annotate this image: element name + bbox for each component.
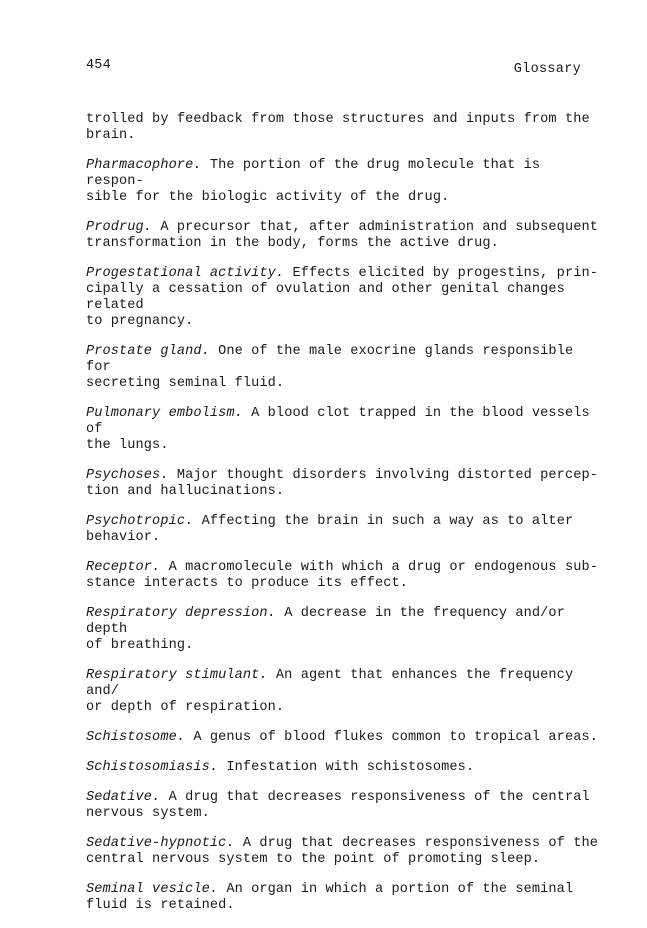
glossary-entry-schistosomiasis (86, 760, 598, 776)
glossary-term: Respiratory depression. (86, 606, 276, 621)
running-head: Glossary (513, 62, 581, 77)
glossary-entry-prodrug (86, 220, 598, 252)
glossary-entry-pharmacophore (86, 158, 598, 206)
glossary-entry-psychoses (86, 468, 598, 500)
glossary-definition: A drug that decreases responsiveness of the central nervous system. (86, 790, 590, 821)
glossary-term: Sedative. (86, 790, 161, 805)
glossary-definition: Infestation with schistosomes. (218, 760, 475, 775)
glossary-term: Seminal vesicle. (86, 882, 219, 897)
glossary-term: Psychoses. (86, 468, 169, 483)
glossary-term: Pharmacophore. (86, 158, 202, 173)
glossary-definition: A precursor that, after administration and subsequent transformation in the body, forms the active drug. (86, 220, 598, 251)
glossary-term: Psychotropic. (86, 514, 194, 529)
glossary-term: Prodrug. (86, 220, 153, 235)
glossary-term: Schistosomiasis. (86, 760, 219, 775)
glossary-term: Receptor. (86, 560, 161, 575)
glossary-entry-respiratory-depression (86, 606, 598, 654)
glossary-term: Progestational activity. (86, 266, 285, 281)
glossary-term: Sedative-hypnotic. (86, 836, 235, 851)
glossary-definition: An agent that enhances the frequency and/ or depth of respiration. (86, 668, 574, 715)
glossary-entry-progestational-activity (86, 266, 598, 330)
glossary-term: Pulmonary embolism. (86, 406, 243, 421)
glossary-entry-schistosome (86, 730, 598, 746)
glossary-entry-seminal-vesicle (86, 882, 598, 914)
glossary-definition: One of the male exocrine glands responsible for secreting seminal fluid. (86, 344, 574, 391)
glossary-term: Respiratory stimulant. (86, 668, 268, 683)
page-number: 454 (86, 58, 111, 73)
glossary-definition: A genus of blood flukes common to tropical areas. (185, 730, 598, 745)
glossary-definition: The portion of the drug molecule that is respon- sible for the biologic activity of the drug. (86, 158, 541, 205)
glossary-definition: Effects elicited by progestins, prin- cipally a cessation of ovulation and other genital changes related to pregnancy. (86, 266, 598, 329)
glossary-definition: Affecting the brain in such a way as to alter behavior. (86, 514, 574, 545)
continuation-text: trolled by feedback from those structures and inputs from the brain. (86, 112, 590, 143)
glossary-entry-sedative-hypnotic (86, 836, 598, 868)
glossary-definition: A decrease in the frequency and/or depth of breathing. (86, 606, 565, 653)
glossary-entry-receptor (86, 560, 598, 592)
glossary-term: Prostate gland. (86, 344, 210, 359)
glossary-body (86, 112, 598, 928)
glossary-definition: A macromolecule with which a drug or endogenous sub- stance interacts to produce its effect. (86, 560, 598, 591)
glossary-term: Schistosome. (86, 730, 186, 745)
glossary-definition: Major thought disorders involving distorted percep- tion and hallucinations. (86, 468, 598, 499)
glossary-entry-sedative (86, 790, 598, 822)
glossary-entry-prostate-gland (86, 344, 598, 392)
glossary-entry-respiratory-stimulant (86, 668, 598, 716)
glossary-definition: A blood clot trapped in the blood vessels of the lungs. (86, 406, 590, 453)
glossary-definition: An organ in which a portion of the seminal fluid is retained. (86, 882, 574, 913)
glossary-entry-pulmonary-embolism (86, 406, 598, 454)
glossary-definition: A drug that decreases responsiveness of the central nervous system to the point of promoting sleep. (86, 836, 598, 867)
glossary-entry-psychotropic (86, 514, 598, 546)
